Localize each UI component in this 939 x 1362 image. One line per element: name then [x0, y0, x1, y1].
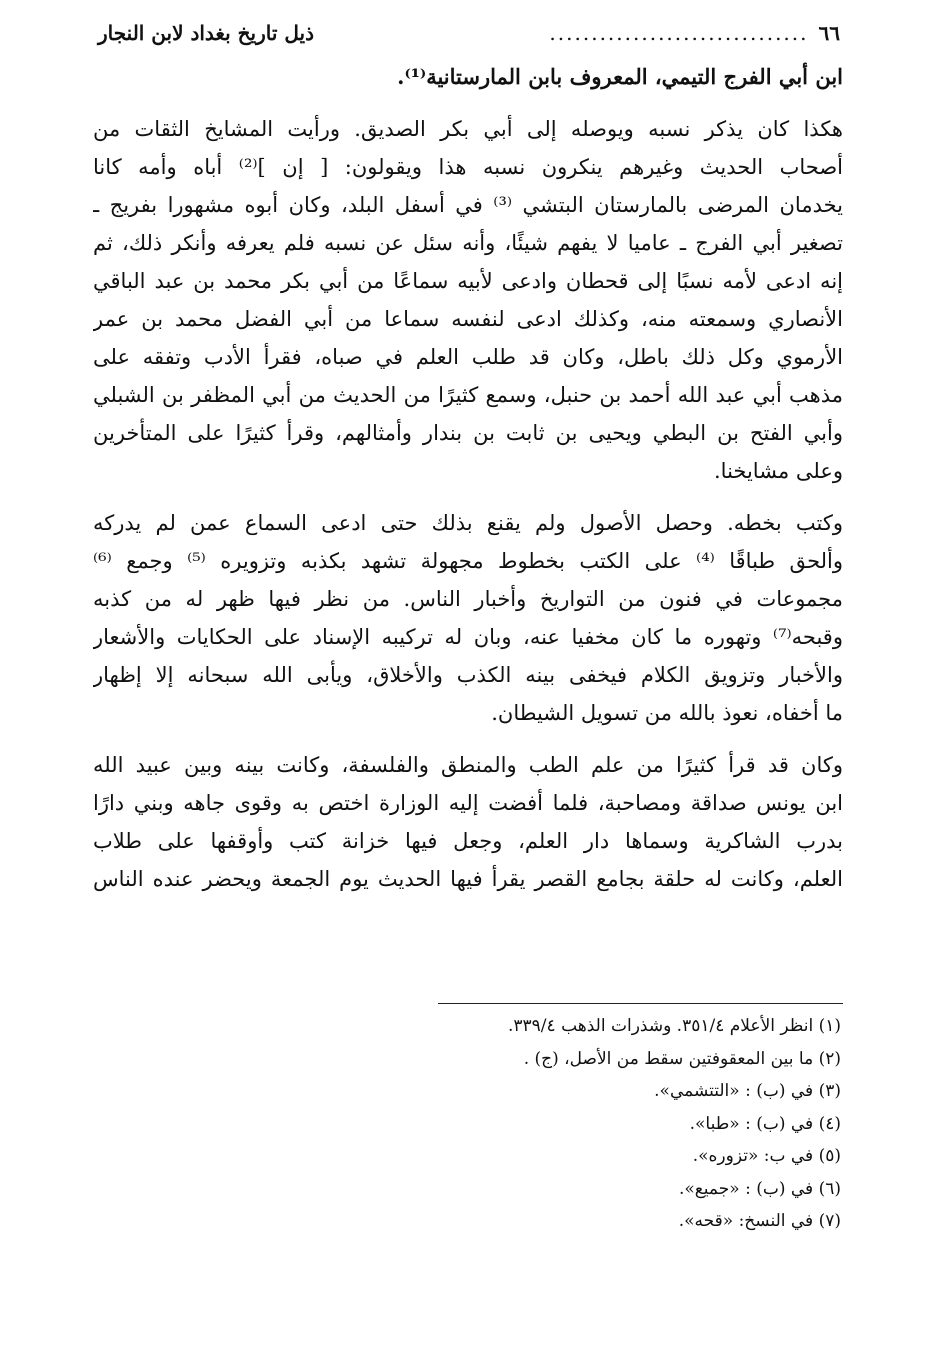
footnote: (٥) في ب: «تزوره». — [692, 1146, 841, 1166]
footnote: (٢) ما بين المعقوفتين سقط من الأصل، (ج) . — [523, 1048, 841, 1069]
paragraph-gap — [93, 732, 843, 746]
text-line: مجموعات في فنون من التواريخ وأخبار الناس. من نظر فيها ظهر له من كذبه — [93, 587, 843, 611]
text-line: ما أخفاه، نعوذ بالله من تسويل الشيطان. — [491, 701, 843, 725]
paragraph-gap — [93, 490, 843, 504]
main-text — [93, 58, 843, 898]
text-line: أصحاب الحديث وغيرهم ينكرون نسبه هذا ويقولون: [ إن ]⁽²⁾ أباه وأمه كانا — [93, 155, 843, 179]
running-title: ذيل تاريخ بغداد لابن النجار — [98, 21, 314, 45]
page-number: ٦٦ — [818, 21, 840, 45]
page-header — [98, 18, 840, 48]
text-line: تصغير أبي الفرج ـ عاميا لا يفهم شيئًا، وأنه سئل عن نسبه فلم يعرفه وأنكر ذلك، ثم — [93, 231, 843, 255]
text-line: العلم، وكانت له حلقة بجامع القصر يقرأ فيها الحديث يوم الجمعة ويحضر عنده الناس — [93, 867, 843, 891]
text-line: يخدمان المرضى بالمارستان البتشي ⁽³⁾ في أسفل البلد، وكان أبوه مشهورا بفريج ـ — [93, 193, 843, 217]
text-line: وألحق طباقًا ⁽⁴⁾ على الكتب بخطوط مجهولة تشهد بكذبه وتزويره ⁽⁵⁾ وجمع ⁽⁶⁾ — [93, 549, 843, 573]
text-line: وكان قد قرأ كثيرًا من علم الطب والمنطق والفلسفة، وكانت بينه وبين عبيد الله — [93, 753, 843, 777]
paragraph-1 — [93, 110, 843, 490]
footnote: (١) انظر الأعلام ٣٥١/٤. وشذرات الذهب ٣٣٩/٤. — [508, 1016, 841, 1036]
entry-heading: ابن أبي الفرج التيمي، المعروف بابن المارستانية⁽¹⁾. — [397, 64, 843, 89]
text-line: بدرب الشاكرية وسماها دار العلم، وجعل فيها خزانة كتب وأوقفها على طلاب — [93, 829, 843, 853]
text-line: إنه ادعى لأمه نسبًا إلى قحطان وادعى لأبيه سماعًا من أبي بكر محمد بن عبد الباقي — [93, 269, 843, 293]
footnote: (٣) في (ب) : «التتشمي». — [654, 1081, 841, 1101]
footnote: (٧) في النسخ: «قحه». — [678, 1211, 841, 1231]
leader-dots: ............................... — [549, 21, 809, 45]
text-line: الأرموي وكل ذلك باطل، وكان قد طلب العلم في صباه، فقرأ الأدب وتفقه على — [93, 345, 843, 369]
paragraph-2 — [93, 504, 843, 732]
footnotes — [300, 1010, 841, 1238]
text-line: وقبحه⁽⁷⁾ وتهوره ما كان مخفيا عنه، وبان له تركيبه الإسناد على الحكايات والأشعار — [93, 625, 843, 649]
text-line: والأخبار وتزويق الكلام فيخفى بينه الكذب والأخلاق، ويأبى الله سبحانه إلا إظهار — [93, 663, 843, 687]
paragraph-gap — [93, 96, 843, 110]
paragraph-3 — [93, 746, 843, 898]
text-line: الأنصاري وسمعته منه، وكذلك ادعى لنفسه سماعا من أبي الفضل محمد بن عمر — [93, 307, 843, 331]
footnote: (٦) في (ب) : «جميع». — [678, 1178, 841, 1199]
text-line: وكتب بخطه. وحصل الأصول ولم يقنع بذلك حتى ادعى السماع عمن لم يدركه — [93, 511, 843, 535]
text-line: ابن يونس صداقة ومصاحبة، فلما أفضت إليه الوزارة اختص به وقوى جاهه وبني دارًا — [93, 791, 843, 815]
text-line: وعلى مشايخنا. — [714, 459, 843, 483]
footnote: (٤) في (ب) : «طبا». — [689, 1113, 841, 1134]
footnote-separator — [438, 1003, 843, 1004]
text-line: وأبي الفتح بن البطي ويحيى بن ثابت بن بندار وأمثالهم، وقرأ كثيرًا على المتأخرين — [93, 421, 843, 445]
text-line: هكذا كان يذكر نسبه ويوصله إلى أبي بكر الصديق. ورأيت المشايخ الثقات من — [93, 117, 843, 141]
text-line: مذهب أبي عبد الله أحمد بن حنبل، وسمع كثيرًا من الحديث من أبي المظفر بن الشبلي — [93, 383, 843, 407]
